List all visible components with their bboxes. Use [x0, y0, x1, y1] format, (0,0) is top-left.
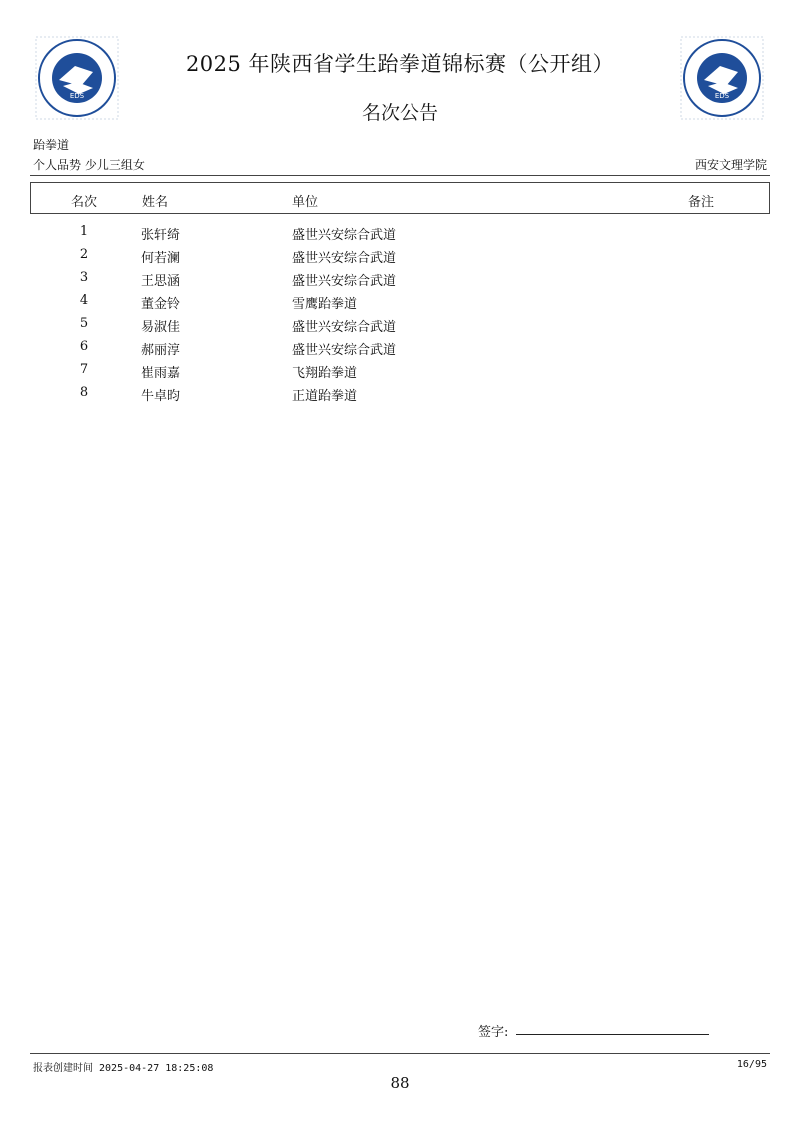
organization-cell: 盛世兴安综合武道 [292, 228, 397, 243]
name-cell: 易淑佳 [141, 320, 181, 335]
table-row [30, 313, 770, 336]
name-cell: 张轩绮 [141, 228, 181, 243]
name-cell: 牛卓昀 [141, 389, 181, 404]
column-header-organization: 单位 [292, 195, 319, 210]
organization-cell: 盛世兴安综合武道 [292, 320, 397, 335]
signature-label: 签字: [478, 1025, 509, 1040]
document-title: 2025 年陕西省学生跆拳道锦标赛（公开组） [185, 52, 615, 76]
rank-cell: 8 [79, 385, 89, 400]
table-row [30, 244, 770, 267]
sport-label: 跆拳道 [33, 138, 70, 152]
organization-cell: 盛世兴安综合武道 [292, 251, 397, 266]
rank-cell: 3 [79, 270, 89, 285]
page-number: 88 [390, 1074, 410, 1092]
document-subtitle: 名次公告 [361, 102, 438, 124]
column-header-rank: 名次 [71, 195, 98, 210]
event-label: 个人品势 少儿三组女 [33, 158, 145, 172]
table-header [30, 182, 770, 214]
table-row [30, 359, 770, 382]
header-divider [30, 175, 770, 176]
column-header-name: 姓名 [142, 195, 169, 210]
table-row [30, 221, 770, 244]
page-count: 16/95 [736, 1059, 767, 1070]
rank-cell: 5 [79, 316, 89, 331]
venue-label: 西安文理学院 [694, 158, 767, 172]
rank-cell: 7 [79, 362, 89, 377]
rank-cell: 4 [79, 293, 89, 308]
name-cell: 郝丽淳 [141, 343, 181, 358]
rank-cell: 6 [79, 339, 89, 354]
name-cell: 何若澜 [141, 251, 181, 266]
rank-cell: 2 [79, 247, 89, 262]
signature-line [516, 1034, 709, 1035]
organization-cell: 正道跆拳道 [292, 389, 358, 404]
results-table [30, 221, 770, 405]
column-header-note: 备注 [688, 195, 715, 210]
table-row [30, 267, 770, 290]
name-cell: 王思涵 [141, 274, 181, 289]
table-row [30, 336, 770, 359]
name-cell: 崔雨嘉 [141, 366, 181, 381]
rank-cell: 1 [79, 224, 89, 239]
name-cell: 董金铃 [141, 297, 181, 312]
organization-cell: 飞翔跆拳道 [292, 366, 358, 381]
table-row [30, 290, 770, 313]
logo-text: EDS [714, 92, 730, 100]
organization-cell: 盛世兴安综合武道 [292, 274, 397, 289]
footer-divider [30, 1053, 770, 1054]
organization-cell: 雪鹰跆拳道 [292, 297, 358, 312]
report-created-time: 报表创建时间 2025-04-27 18:25:08 [33, 1063, 214, 1074]
table-row [30, 382, 770, 405]
logo-text: EDS [69, 92, 85, 100]
organization-cell: 盛世兴安综合武道 [292, 343, 397, 358]
